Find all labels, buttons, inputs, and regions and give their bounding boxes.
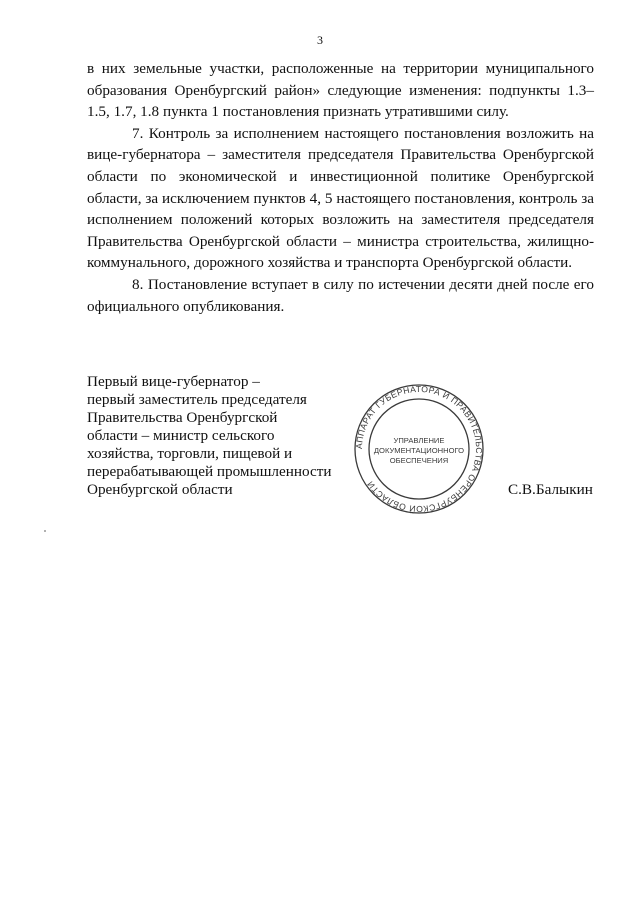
stamp-inner-line: ОБЕСПЕЧЕНИЯ: [389, 456, 449, 465]
stamp-inner-line: ДОКУМЕНТАЦИОННОГО: [373, 446, 465, 455]
position-line: хозяйства, торговли, пищевой и: [87, 445, 293, 462]
stamp-outer-textpath: АППАРАТ ГУБЕРНАТОРА И ПРАВИТЕЛЬСТВА ОРЕНБУРГСКОЙ ОБЛАСТИ: [353, 383, 485, 515]
official-stamp: [352, 382, 486, 516]
position-line: перерабатывающей промышленности: [87, 463, 332, 480]
position-line: области – министр сельского: [87, 427, 275, 444]
paragraph-7: 7. Контроль за исполнением настоящего постановления возложить на вице-губернатора – заместителя председателя Правительства Оренбургской области по экономической и инвестиционной политике Оренбургской области, за исключением пунктов 4, 5 настоящего постановления, контроль за исполнением положений которых возложить на заместителя председателя Правительства Оренбургской области – министра строительства, жилищно-коммунального, дорожного хозяйства и транспорта Оренбургской области.: [87, 124, 594, 272]
position-line: Первый вице-губернатор –: [87, 373, 260, 390]
stamp-inner-line: УПРАВЛЕНИЕ: [393, 436, 445, 445]
signatory-position: [87, 373, 347, 499]
position-line: Правительства Оренбургской: [87, 409, 278, 426]
signatory-name: С.В.Балыкин: [508, 481, 593, 498]
position-line: Оренбургской области: [87, 481, 233, 498]
margin-mark: [44, 530, 46, 532]
position-line: первый заместитель председателя: [87, 391, 307, 408]
document-body: [87, 58, 594, 317]
page-number: 3: [317, 33, 323, 47]
paragraph-continuation: в них земельные участки, расположенные на территории муниципального образования Оренбургский район» следующие изменения: подпункты 1.3–1.5, 1.7, 1.8 пункта 1 постановления признать утратившими силу.: [87, 60, 594, 121]
stamp-seal-icon: [352, 382, 486, 516]
paragraph-8: 8. Постановление вступает в силу по истечении десяти дней после его официального опубликования.: [87, 275, 594, 315]
